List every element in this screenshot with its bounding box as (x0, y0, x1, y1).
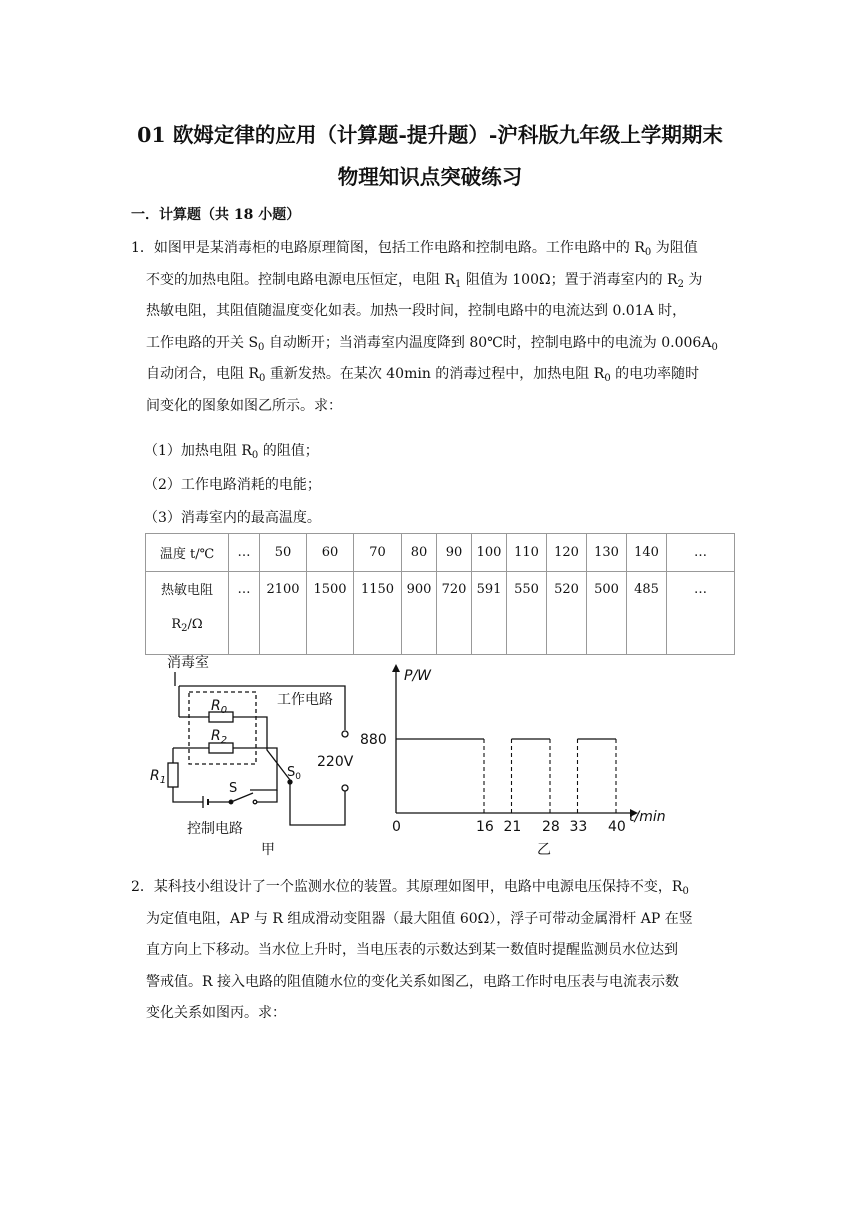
y-axis-arrow (392, 664, 400, 672)
question-1-text (131, 233, 718, 422)
table-cell: 500 (587, 572, 627, 655)
table-cell-header: 热敏电阻 $R_2/\Omega$ (146, 572, 229, 655)
q2-line-3: 直方向上下移动。当水位上升时，当电压表的示数达到某一数值时提醒监测员水位达到 (146, 942, 678, 958)
table-cell: … (667, 572, 735, 655)
terminal-bottom (342, 785, 348, 791)
x-tick-label: 21 (503, 819, 522, 835)
x-tick-label: 0 (392, 819, 401, 835)
power-time-chart (360, 664, 666, 858)
q1-line-5: 自动闭合，电阻 $R_0$ 重新发热。在某次 40min 的消毒过程中，加热电阻 $R_0$ 的电功率随时 (146, 366, 700, 384)
q1-subquestion-3: （3）消毒室内的最高温度。 (144, 510, 321, 526)
figure-jia-caption: 甲 (261, 842, 275, 858)
table-cell: 900 (402, 572, 437, 655)
work-circuit-label: 工作电路 (277, 692, 333, 708)
r1-label: $R_1$ (150, 768, 167, 786)
r0-label: $R_0$ (211, 698, 228, 716)
q1-line-3: 热敏电阻，其阻值随温度变化如表。加热一段时间，控制电路中的电流达到 0.01A 时， (146, 303, 687, 319)
section-heading: 一．计算题（共 18 小题） (131, 207, 301, 223)
q2-line-2: 为定值电阻，AP 与 R 组成滑动变阻器（最大阻值 60Ω），浮子可带动金属滑杆 AP 在竖 (146, 910, 693, 927)
table-cell: 温度 t/℃ (146, 534, 229, 572)
table-cell: 90 (437, 534, 472, 572)
circuit-diagram-jia (150, 654, 354, 858)
control-circuit-label: 控制电路 (187, 821, 243, 837)
x-axis-label: t/min (629, 809, 666, 825)
r2-label: $R_2$ (211, 728, 228, 746)
table-cell: … (229, 572, 260, 655)
switch-s-label: S (229, 781, 238, 796)
q1-line-2: 不变的加热电阻。控制电路电源电压恒定，电阻 $R_1$ 阻值为 100Ω；置于消毒室内的 $R_2$ 为 (146, 271, 703, 290)
table-cell: 70 (354, 534, 402, 572)
table-cell: 2100 (260, 572, 307, 655)
r1-resistor (168, 763, 178, 787)
q1-subquestion-1: （1）加热电阻 $R_0$ 的阻值； (144, 443, 319, 461)
table-cell: 130 (587, 534, 627, 572)
table-cell: 100 (472, 534, 507, 572)
x-tick-label: 40 (608, 819, 626, 835)
chart-marks (360, 732, 626, 835)
table-cell: 591 (472, 572, 507, 655)
s0-label: $S_0$ (287, 765, 301, 782)
table-cell: 485 (627, 572, 667, 655)
figure-yi-caption: 乙 (537, 842, 551, 858)
q1-line-6: 间变化的图象如图乙所示。求： (146, 397, 342, 414)
switch-s-contact (253, 800, 257, 804)
table-cell: 720 (437, 572, 472, 655)
r1-wire-bottom (173, 787, 203, 802)
table-cell: 1150 (354, 572, 402, 655)
table-row-temperature (146, 534, 735, 572)
table-cell: 120 (547, 534, 587, 572)
q1-subquestion-2: （2）工作电路消耗的电能； (144, 477, 321, 493)
terminal-top (342, 731, 348, 737)
q2-line-4: 警戒值。R 接入电路的阻值随水位的变化关系如图乙，电路工作时电压表与电流表示数 (146, 973, 679, 990)
table-cell: 80 (402, 534, 437, 572)
y-tick-label: 880 (360, 732, 387, 748)
x-tick-label: 33 (569, 819, 588, 835)
table-cell: 110 (507, 534, 547, 572)
q2-line-5: 变化关系如图丙。求： (146, 1005, 286, 1021)
q1-line-1: 1．如图甲是某消毒柜的电路原理简图，包括工作电路和控制电路。工作电路中的 $R_0$ 为阻值 (131, 240, 698, 258)
temperature-resistance-table (145, 533, 735, 655)
y-axis-label: P/W (404, 668, 432, 684)
table-cell: 140 (627, 534, 667, 572)
work-wire-bottom (290, 782, 345, 825)
q2-line-1: 2．某科技小组设计了一个监测水位的装置。其原理如图甲，电路中电源电压保持不变，$R_0$ (131, 879, 689, 897)
table-cell: 60 (307, 534, 354, 572)
q1-line-4: 工作电路的开关 $S_0$ 自动断开；当消毒室内温度降到 80℃时，控制电路中的电流为 $0.006A_0$ (146, 334, 718, 353)
table-cell: 550 (507, 572, 547, 655)
document-title-line-1: 01 欧姆定律的应用（计算题-提升题）-沪科版九年级上学期期末 (137, 123, 723, 147)
table-cell: … (667, 534, 735, 572)
x-tick-label: 28 (542, 819, 560, 835)
room-label: 消毒室 (167, 655, 209, 671)
question-2-text (131, 872, 693, 1030)
document-title-line-2: 物理知识点突破练习 (337, 165, 523, 189)
figures (145, 650, 685, 865)
table-cell: 50 (260, 534, 307, 572)
table-row-resistance (146, 572, 735, 655)
x-tick-label: 16 (476, 819, 494, 835)
table-cell: … (229, 534, 260, 572)
table-cell: 520 (547, 572, 587, 655)
table-cell: 1500 (307, 572, 354, 655)
control-wire-right (257, 790, 277, 802)
voltage-label: 220V (317, 754, 354, 770)
